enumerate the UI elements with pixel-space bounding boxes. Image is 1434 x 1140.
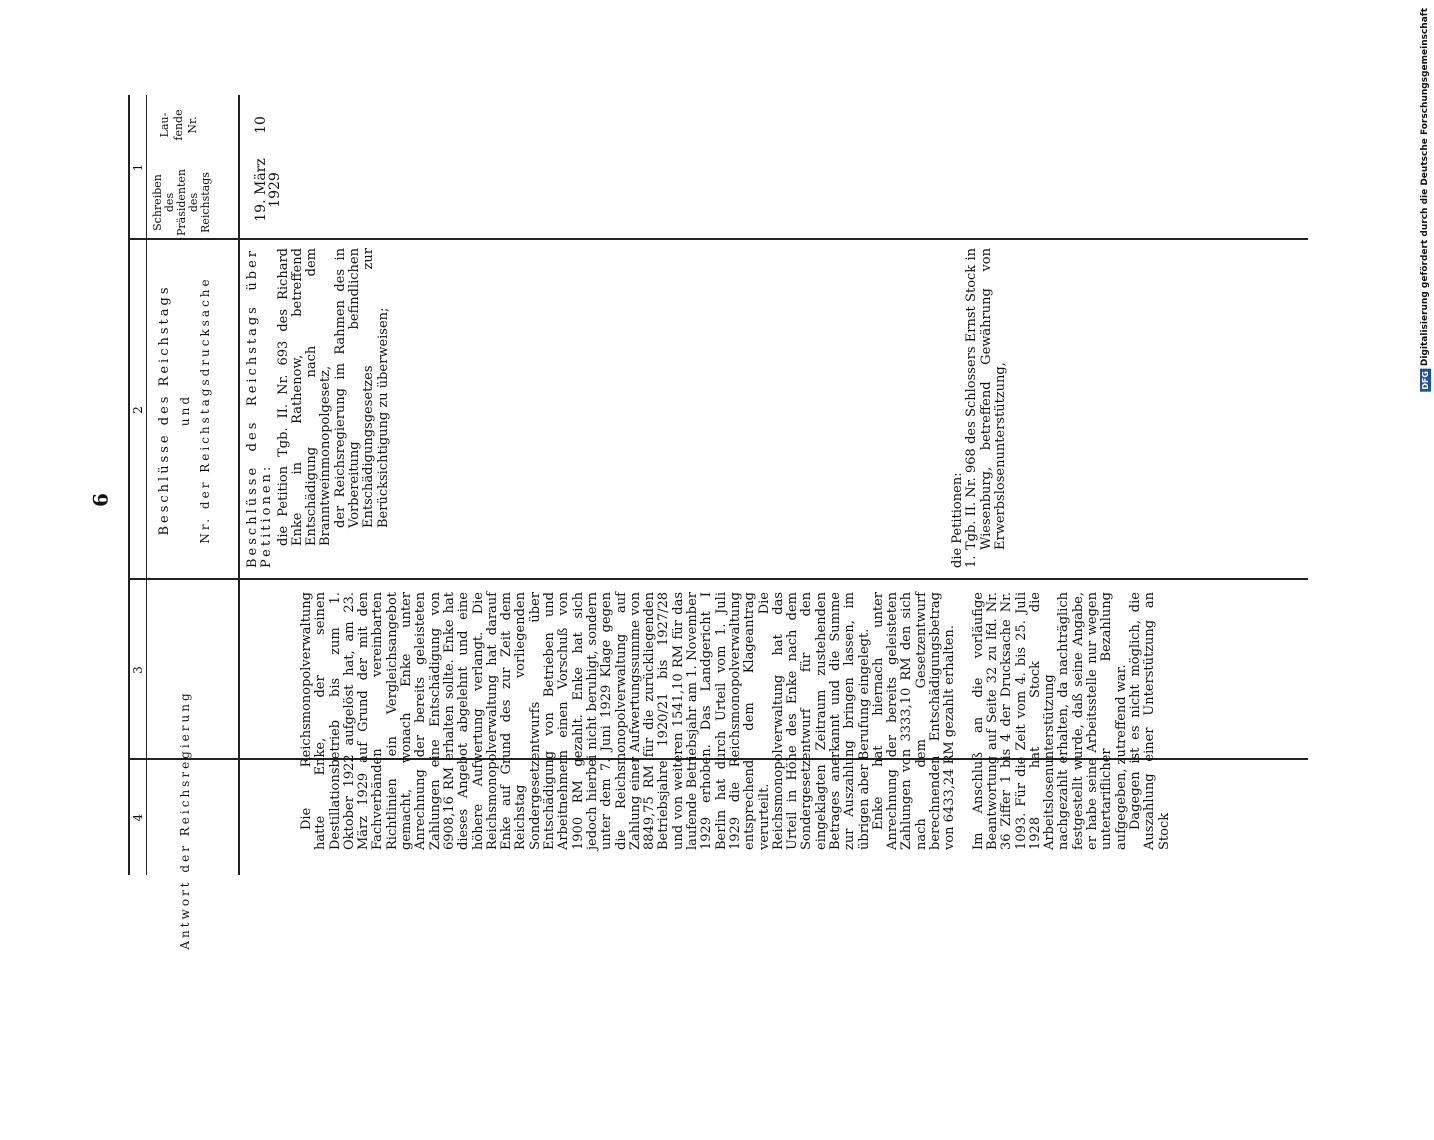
- col4-paragraph-2: Enke hat hiernach unter Anrechnung der bereits geleisteten Zahlungen von 3333,10 RM den sich nach dem Gesetzentwurf berechnenden Entschädigungsbetrag von 6433,24 RM gezahlt erhalten.: [870, 592, 958, 850]
- col4-paragraph-1: Die Reichsmonopolverwaltung hatte Enke, der seinen Destillationsbetrieb bis zum 1. Oktober 1922 aufgelöst hat, am 23. März 1929 auf Grund der mit den Fachverbänden vereinbarten Richtlinien ein Vergleichsangebot gemacht, wonach Enke unter Anrechnung der bereits geleisteten Zahlungen eine Entschädigung von 6908,16 RM erhalten sollte. Enke hat dieses Angebot abgelehnt und eine höhere Aufwertung verlangt. Die Reichsmonopolverwaltung hat darauf Enke auf Grund des zur Zeit dem Reichstag vorliegenden Sondergesetzentwurfs über Entschädigung von Betrieben und Arbeitnehmern einen Vorschuß von 1900 RM gezahlt. Enke hat sich jedoch hierbei nicht beruhigt, sondern unter dem 7. Juni 1929 Klage gegen die Reichsmonopolverwaltung auf Zahlung einer Aufwertungssumme von 8849,75 RM für die zurückliegenden Betriebsjahre 1920/21 bis 1927/28 und von weiteren 1541,10 RM für das laufende Betriebsjahr am 1. November 1929 erhoben. Das Landgericht I Berlin hat durch Urteil vom 1. Juli 1929 die Reichsmonopolverwaltung entsprechend dem Klageantrag verurteilt. Die Reichsmonopolverwaltung hat das Urteil in Höhe des Enke nach dem Sondergesetzentwurf für den eingeklagten Zeitraum zustehenden Betrages anerkannt und die Summe zur Auszahlung bringen lassen, im übrigen aber Berufung eingelegt.: [299, 592, 872, 850]
- header-col2: Schreiben des Präsidenten des Reichstags: [151, 168, 212, 237]
- digitization-credit: [1418, 8, 1432, 988]
- col3-petition-item: [965, 248, 1008, 568]
- colnum-1: 1: [131, 163, 145, 172]
- header-col1: Lau- fende Nr.: [158, 109, 199, 141]
- col3-resolution: der Reichsregierung im Rahmen des in Vorbereitung befindlichen Entschädigungsgesetzes zur Berücksichtigung zu überweisen;: [332, 248, 391, 528]
- credit-text: Digitalisierung gefördert durch die Deutsche Forschungsgemeinschaft: [1420, 8, 1430, 367]
- col4-text: [300, 592, 1172, 850]
- header-col3-line1: Beschlüsse des Reichstags: [157, 284, 172, 536]
- row-date: 19. März 1929: [253, 158, 284, 222]
- col3-text: [246, 248, 1008, 568]
- header-col3-line3: Nr. der Reichstagsdrucksache: [198, 276, 212, 544]
- colnum-4: 4: [131, 813, 145, 822]
- col3-heading: Beschlüsse des Reichstags über Petitionen:: [245, 248, 275, 568]
- col4-paragraph-3: Im Anschluß an die vorläufige Beantwortung auf Seite 32 zu lfd. Nr. 36 Ziffer 1 bis 4 der Drucksache Nr. 1093. Für die Zeit vom 4. bis 25. Juli 1928 hat Stock die Arbeitslosenunterstützung nachgezahlt erhalten, da nachträglich festgestellt wurde, daß seine Angabe, er habe seine Arbeitsstelle nur wegen untertariflicher Bezahlung aufgegeben, zutreffend war.: [970, 592, 1129, 850]
- colnum-rule: [146, 95, 147, 875]
- col4-paragraph-4: Dagegen ist es nicht möglich, die Auszahlung einer Unterstützung an Stock: [1127, 592, 1172, 850]
- page-number: 9: [88, 493, 112, 507]
- col3-petitions-heading: die Petitionen:: [949, 472, 965, 568]
- col-divider-2-3: [128, 578, 1308, 580]
- dfg-logo: DFG: [1420, 371, 1430, 390]
- header-col4: Antwort der Reichsregierung: [178, 690, 192, 950]
- header-col3: [158, 240, 212, 580]
- col-divider-3-4: [128, 238, 1308, 240]
- header-col3-line2: und: [178, 393, 192, 427]
- colnum-2: 2: [131, 406, 145, 414]
- row-nr: 10: [253, 116, 269, 134]
- col3-petition: die Petition Tgb. II. Nr. 693 des Richard Enke in Rathenow, betreffend Entschädigung nach dem Branntweinmonopolgesetz,: [275, 248, 334, 546]
- colnum-3: 3: [131, 666, 145, 674]
- col3-item-num: 1.: [964, 555, 980, 568]
- col3-item-text: Tgb. II. Nr. 968 des Schlossers Ernst Stock in Wiesenburg, betreffend Gewährung von Erwerbslosenunterstützung,: [964, 248, 1008, 550]
